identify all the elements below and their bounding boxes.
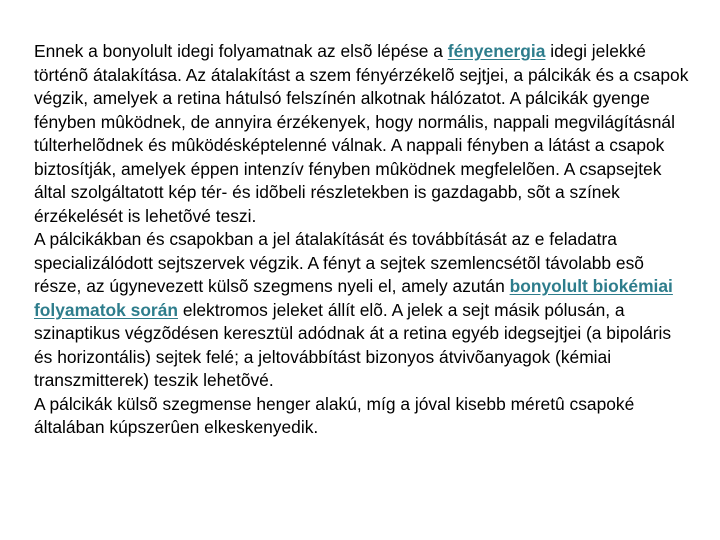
paragraph-signal-conversion — [34, 228, 694, 393]
link-biochemical-processes[interactable]: bonyolult biokémiai folyamatok során — [34, 276, 673, 320]
paragraph-photoreceptors — [34, 40, 694, 228]
paragraph-2-text-before: A pálcikákban és csapokban a jel átalakítását és továbbítását az e feladatra specializálódott sejtszervek végzik. A fényt a sejtek szemlencsétõl távolabb esõ része, az úgynevezett külsõ szegmens nyeli el, amely azután — [34, 229, 644, 296]
link-fenyenergia[interactable]: fényenergia — [447, 41, 546, 61]
document-body — [34, 40, 694, 440]
paragraph-1-text-before: Ennek a bonyolult idegi folyamatnak az elsõ lépése a — [34, 41, 448, 61]
paragraph-2-text-after: elektromos jeleket állít elõ. A jelek a sejt másik pólusán, a szinaptikus végzõdésen keresztül adódnak át a retina egyéb idegsejtjei (a bipoláris és horizontális) sejtek felé; a jeltovábbítást bizonyos átvivõanyagok (kémiai transzmitterek) teszik lehetõvé. — [34, 299, 672, 390]
paragraph-1-text-after: idegi jelekké történõ átalakítása. Az átalakítást a szem fényérzékelõ sejtjei, a pálcikák és a csapok végzik, amelyek a retina hátulsó felszínén alkotnak hálózatot. A pálcikák gyenge fényben mûködnek, de annyira érzékenyek, hogy normális, nappali megvilágításnál túlterhelõdnek és mûködésképtelenné válnak. A nappali fényben a látást a csapok biztosítják, amelyek éppen intenzív fényben mûködnek megfelelõen. A csapsejtek által szolgáltatott kép tér- és idõbeli részletekben is gazdagabb, sõt a színek érzékelését is lehetõvé teszi. — [34, 41, 689, 226]
paragraph-outer-segment-shape — [34, 393, 694, 440]
paragraph-3-text: A pálcikák külsõ szegmense henger alakú, míg a jóval kisebb méretû csapoké általában kúpszerûen elkeskenyedik. — [34, 393, 635, 437]
